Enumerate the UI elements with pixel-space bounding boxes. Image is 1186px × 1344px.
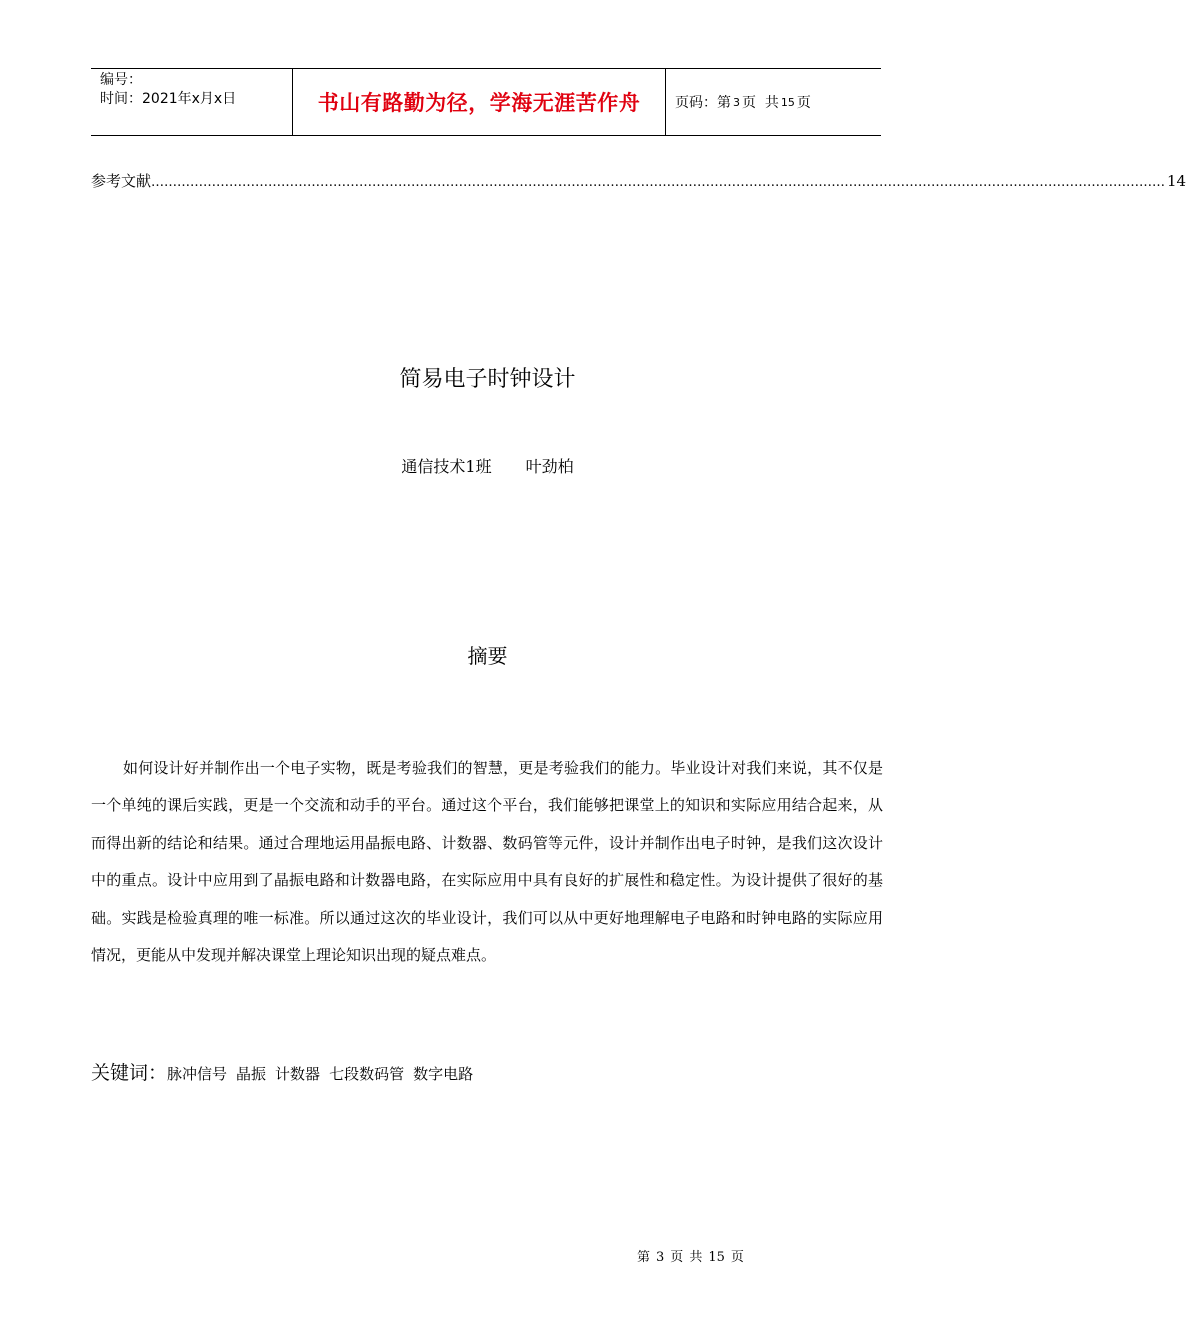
footer-current: 3 <box>656 1250 665 1265</box>
toc-entry-references[interactable] <box>91 170 1186 191</box>
keywords-list <box>167 1063 473 1084</box>
author-byline <box>0 454 975 477</box>
toc-entry-page: 14 <box>1167 172 1186 190</box>
document-number-label: 编号： <box>100 72 142 88</box>
header-page-suffix: 页 <box>796 95 811 111</box>
toc-entry-label: 参考文献 <box>91 172 152 190</box>
footer-total-prefix: 共 <box>689 1250 703 1265</box>
keyword-item: 计数器 <box>275 1065 321 1083</box>
header-motto: 书山有路勤为径，学海无涯苦作舟 <box>293 69 666 135</box>
keyword-item: 数字电路 <box>413 1065 474 1083</box>
header-page-mid: 页 共 <box>742 95 779 111</box>
abstract-heading: 摘要 <box>467 644 508 668</box>
header-page-number <box>666 69 881 135</box>
abstract-body: 如何设计好并制作出一个电子实物，既是考验我们的智慧，更是考验我们的能力。毕业设计对我们来说，其不仅是一个单纯的课后实践，更是一个交流和动手的平台。通过这个平台，我们能够把课堂上的知识和实际应用结合起来，从而得出新的结论和结果。通过合理地运用晶振电路、计数器、数码管等元件，设计并制作出电子时钟，是我们这次设计中的重点。设计中应用到了晶振电路和计数器电路，在实际应用中具有良好的扩展性和稳定性。为设计提供了很好的基础。实践是检验真理的唯一标准。所以通过这次的毕业设计，我们可以从中更好地理解电子电路和时钟电路的实际应用情况，更能从中发现并解决课堂上理论知识出现的疑点难点。 <box>91 759 883 965</box>
footer-prefix: 第 <box>637 1250 651 1265</box>
author-class: 通信技术1班 <box>401 457 492 476</box>
footer-suffix: 页 <box>730 1250 744 1265</box>
keyword-item: 晶振 <box>236 1065 267 1083</box>
keyword-item: 七段数码管 <box>329 1065 405 1083</box>
footer-page-number <box>637 1246 750 1265</box>
header-page-total: 15 <box>780 95 795 109</box>
author-name: 叶劲柏 <box>525 457 574 476</box>
footer-mid: 页 <box>670 1250 684 1265</box>
document-time-label: 时间：2021年x月x日 <box>100 91 237 107</box>
page-header <box>91 68 881 136</box>
header-page-prefix: 页码：第 <box>675 95 731 111</box>
keyword-item: 脉冲信号 <box>167 1065 228 1083</box>
header-page-current: 3 <box>733 95 740 109</box>
keywords-line <box>91 1058 883 1085</box>
header-meta-cell <box>91 69 293 135</box>
footer-total: 15 <box>708 1250 725 1265</box>
document-title: 简易电子时钟设计 <box>399 367 576 392</box>
keywords-label: 关键词： <box>91 1062 168 1084</box>
toc-leader-dots: ……………………………………………………………………………………………………………………………………………………………………………………………………………… <box>151 175 1166 190</box>
